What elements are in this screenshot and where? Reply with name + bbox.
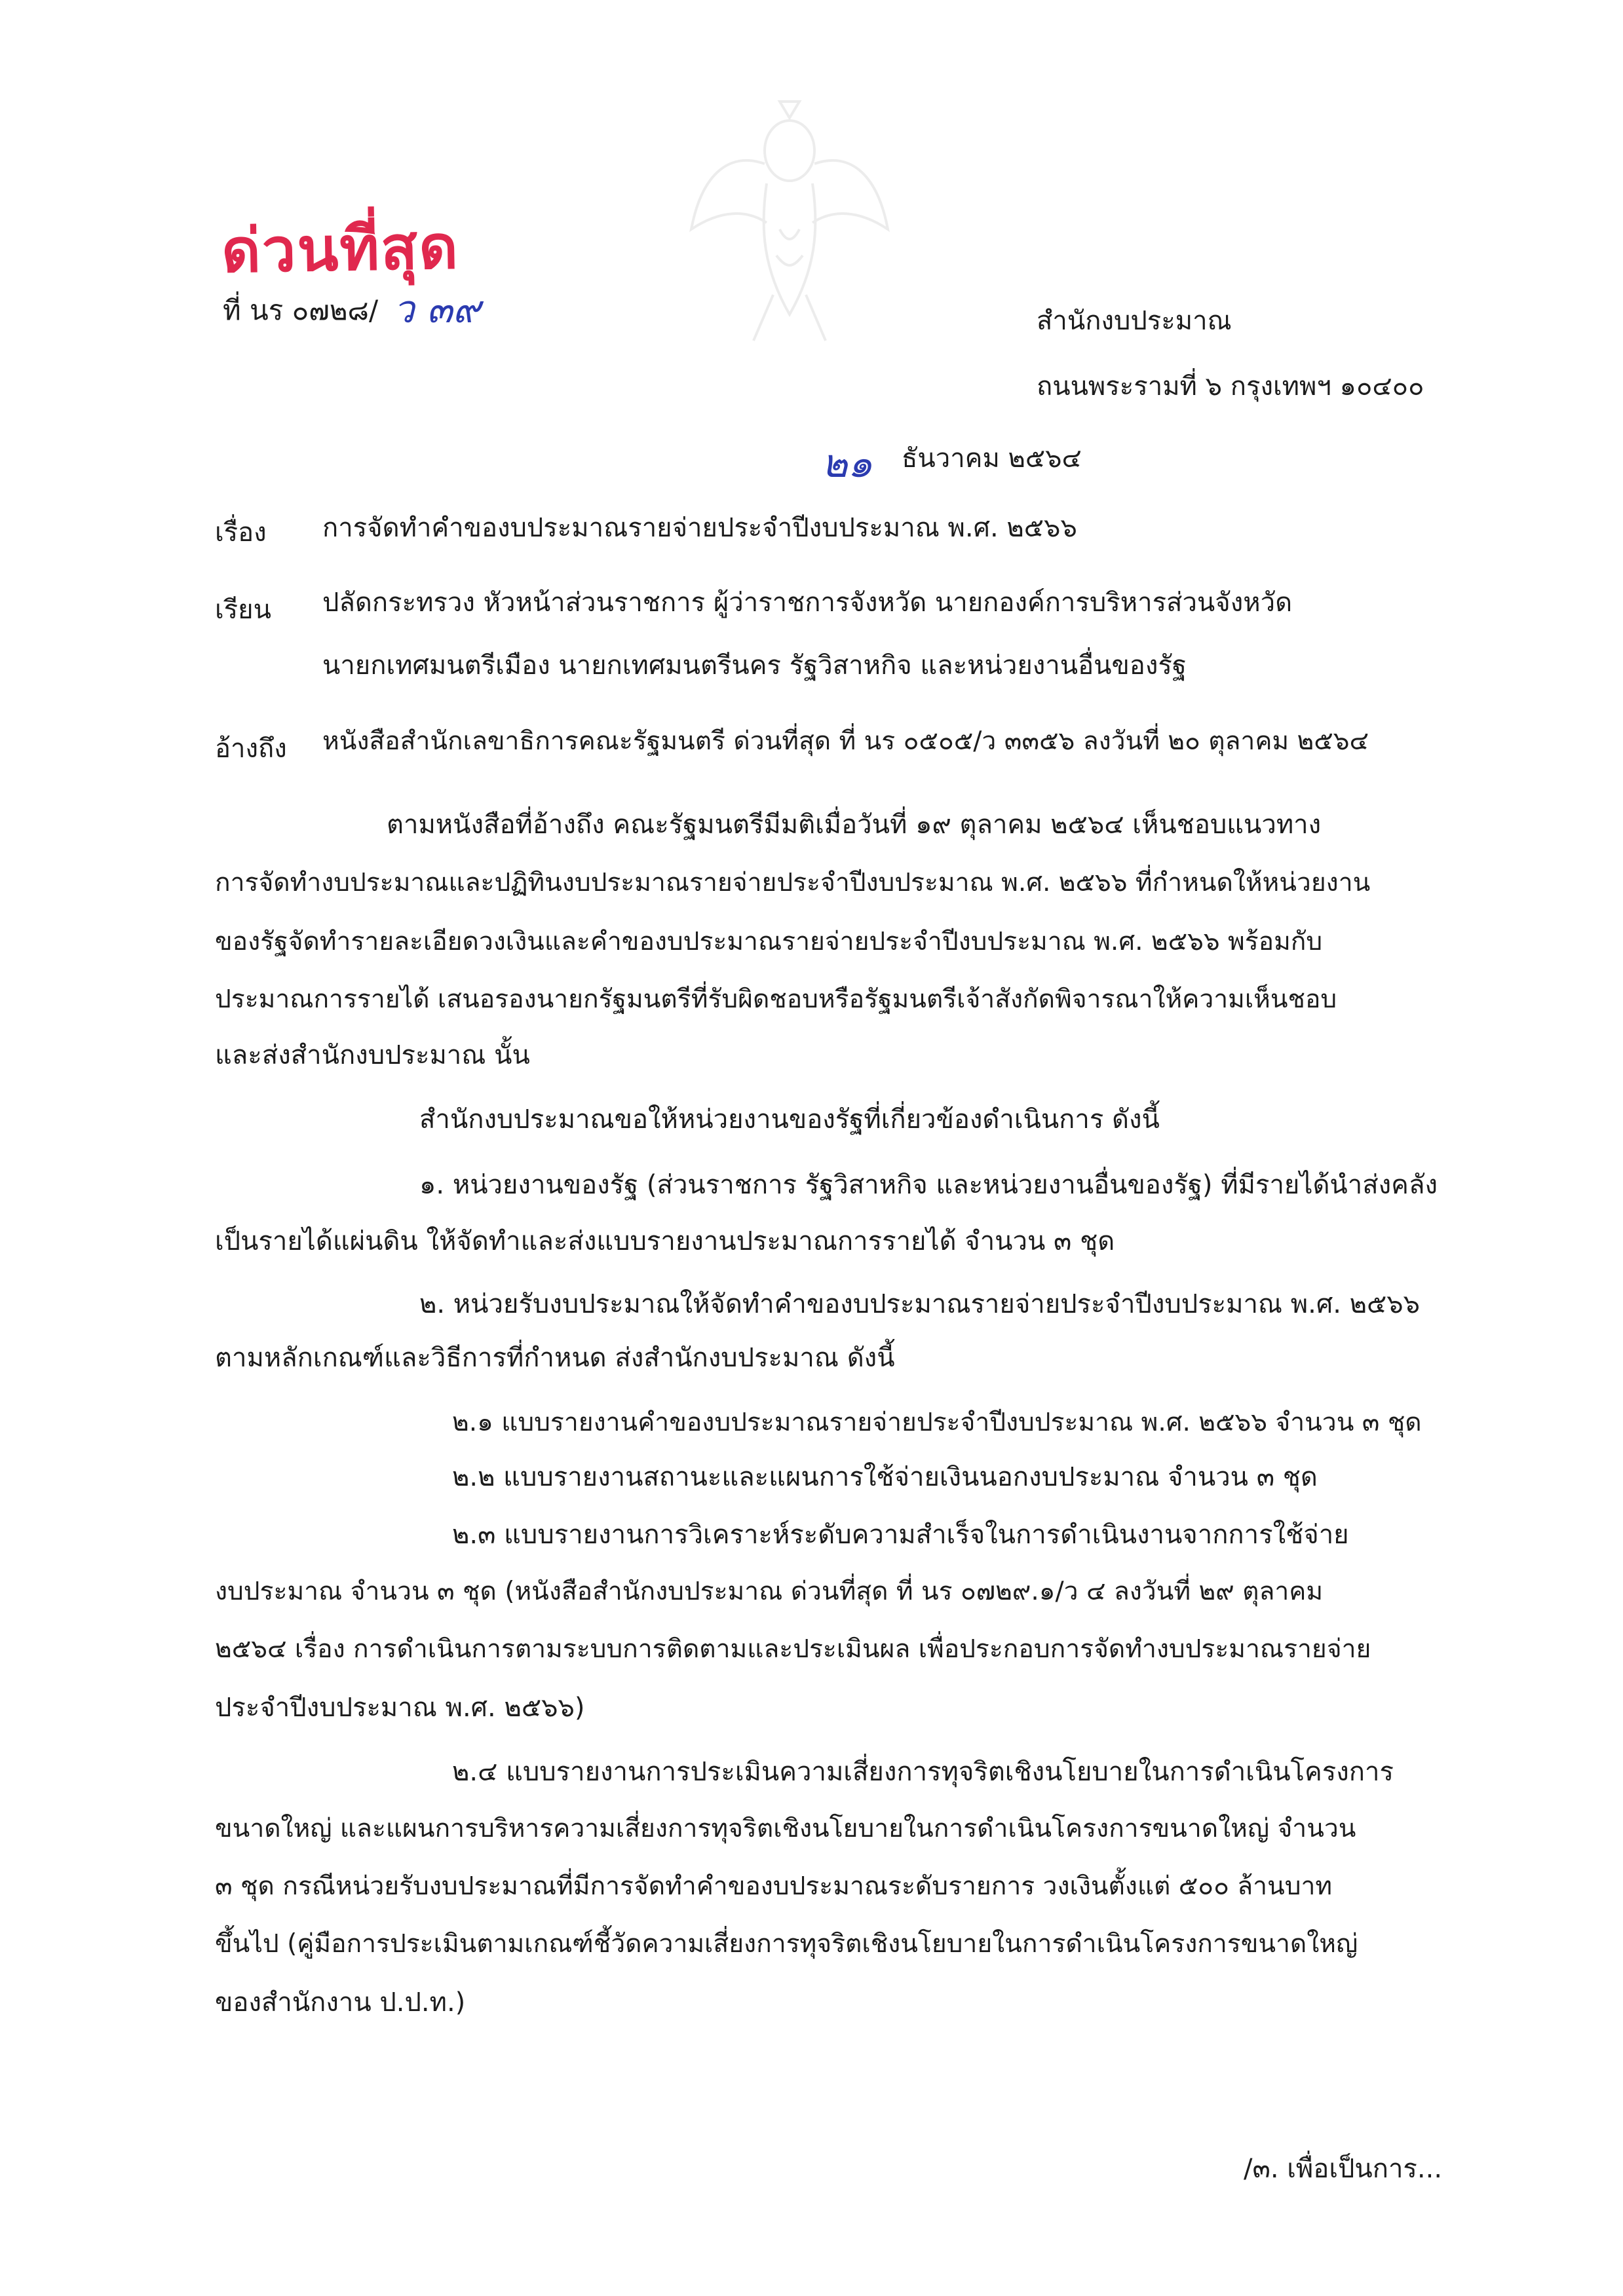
urgency-stamp: ด่วนที่สุด	[221, 212, 460, 287]
garuda-emblem-icon	[681, 98, 898, 347]
item-1-line: เป็นรายได้แผ่นดิน ให้จัดทำและส่งแบบรายงานประมาณการรายได้ จำนวน ๓ ชุด	[215, 1226, 1115, 1256]
paragraph-1-line: ของรัฐจัดทำรายละเอียดวงเงินและคำของบประมาณรายจ่ายประจำปีงบประมาณ พ.ศ. ๒๕๖๖ พร้อมกับ	[215, 927, 1323, 956]
paragraph-1-line: การจัดทำงบประมาณและปฏิทินงบประมาณรายจ่ายประจำปีงบประมาณ พ.ศ. ๒๕๖๖ ที่กำหนดให้หน่วยงาน	[215, 868, 1371, 897]
addressee-line-1: ปลัดกระทรวง หัวหน้าส่วนราชการ ผู้ว่าราชการจังหวัด นายกองค์การบริหารส่วนจังหวัด	[322, 588, 1293, 618]
item-1-line: ๑. หน่วยงานของรัฐ (ส่วนราชการ รัฐวิสาหกิจ และหน่วยงานอื่นของรัฐ) ที่มีรายได้นำส่งคลัง	[419, 1170, 1438, 1200]
subject-label: เรื่อง	[215, 518, 267, 548]
item-2-3-line: ประจำปีงบประมาณ พ.ศ. ๒๕๖๖)	[215, 1693, 585, 1723]
paragraph-1-line: ตามหนังสือที่อ้างถึง คณะรัฐมนตรีมีมติเมื่อวันที่ ๑๙ ตุลาคม ๒๕๖๔ เห็นชอบแนวทาง	[387, 810, 1322, 840]
item-2-4-line: ของสำนักงาน ป.ป.ท.)	[215, 1987, 466, 2018]
document-number-handwritten: ว ๓๙	[393, 287, 481, 331]
item-2-4-line: ๓ ชุด กรณีหน่วยรับงบประมาณที่มีการจัดทำคำของบประมาณระดับรายการ วงเงินตั้งแต่ ๕๐๐ ล้านบาท	[215, 1872, 1333, 1901]
reference-label: อ้างถึง	[215, 734, 287, 764]
document-number: ที่ นร ๐๗๒๘/	[223, 294, 379, 326]
paragraph-2: สำนักงบประมาณขอให้หน่วยงานของรัฐที่เกี่ยวข้องดำเนินการ ดังนี้	[419, 1104, 1160, 1135]
item-2-3-line: งบประมาณ จำนวน ๓ ชุด (หนังสือสำนักงบประมาณ ด่วนที่สุด ที่ นร ๐๗๒๙.๑/ว ๔ ลงวันที่ ๒๙ ตุลาคม	[215, 1577, 1324, 1606]
addressee-line-2: นายกเทศมนตรีเมือง นายกเทศมนตรีนคร รัฐวิสาหกิจ และหน่วยงานอื่นของรัฐ	[322, 650, 1187, 681]
reference-text: หนังสือสำนักเลขาธิการคณะรัฐมนตรี ด่วนที่สุด ที่ นร ๐๕๐๕/ว ๓๓๕๖ ลงวันที่ ๒๐ ตุลาคม ๒๕๖๔	[322, 726, 1369, 756]
item-2-4-line: ขึ้นไป (คู่มือการประเมินตามเกณฑ์ชี้วัดความเสี่ยงการทุจริตเชิงนโยบายในการดำเนินโครงการขนาดใหญ่	[215, 1929, 1358, 1959]
item-2-1: ๒.๑ แบบรายงานคำของบประมาณรายจ่ายประจำปีงบประมาณ พ.ศ. ๒๕๖๖ จำนวน ๓ ชุด	[452, 1408, 1422, 1437]
date-day-handwritten: ๒๑	[822, 441, 873, 487]
continuation-note: /๓. เพื่อเป็นการ...	[1244, 2154, 1443, 2184]
subject-text: การจัดทำคำของบประมาณรายจ่ายประจำปีงบประมาณ พ.ศ. ๒๕๖๖	[322, 513, 1077, 543]
item-2-line: ๒. หน่วยรับงบประมาณให้จัดทำคำของบประมาณรายจ่ายประจำปีงบประมาณ พ.ศ. ๒๕๖๖	[419, 1289, 1421, 1319]
item-2-2: ๒.๒ แบบรายงานสถานะและแผนการใช้จ่ายเงินนอกงบประมาณ จำนวน ๓ ชุด	[452, 1462, 1318, 1492]
item-2-3-line: ๒๕๖๔ เรื่อง การดำเนินการตามระบบการติดตามและประเมินผล เพื่อประกอบการจัดทำงบประมาณรายจ่าย	[215, 1634, 1371, 1664]
office-address: ถนนพระรามที่ ๖ กรุงเทพฯ ๑๐๔๐๐	[1037, 371, 1424, 402]
item-2-4-line: ขนาดใหญ่ และแผนการบริหารความเสี่ยงการทุจริตเชิงนโยบายในการดำเนินโครงการขนาดใหญ่ จำนวน	[215, 1814, 1356, 1843]
item-2-4-line: ๒.๔ แบบรายงานการประเมินความเสี่ยงการทุจริตเชิงนโยบายในการดำเนินโครงการ	[452, 1757, 1394, 1787]
paragraph-1-line: ประมาณการรายได้ เสนอรองนายกรัฐมนตรีที่รับผิดชอบหรือรัฐมนตรีเจ้าสังกัดพิจารณาให้ความเห็นชอบ	[215, 985, 1337, 1014]
addressee-label: เรียน	[215, 595, 271, 625]
date-month-year: ธันวาคม ๒๕๖๔	[902, 443, 1082, 474]
office-name: สำนักงบประมาณ	[1037, 306, 1232, 336]
item-2-3-line: ๒.๓ แบบรายงานการวิเคราะห์ระดับความสำเร็จในการดำเนินงานจากการใช้จ่าย	[452, 1520, 1349, 1550]
item-2-line: ตามหลักเกณฑ์และวิธีการที่กำหนด ส่งสำนักงบประมาณ ดังนี้	[215, 1343, 895, 1373]
paragraph-1-line: และส่งสำนักงบประมาณ นั้น	[215, 1040, 530, 1070]
